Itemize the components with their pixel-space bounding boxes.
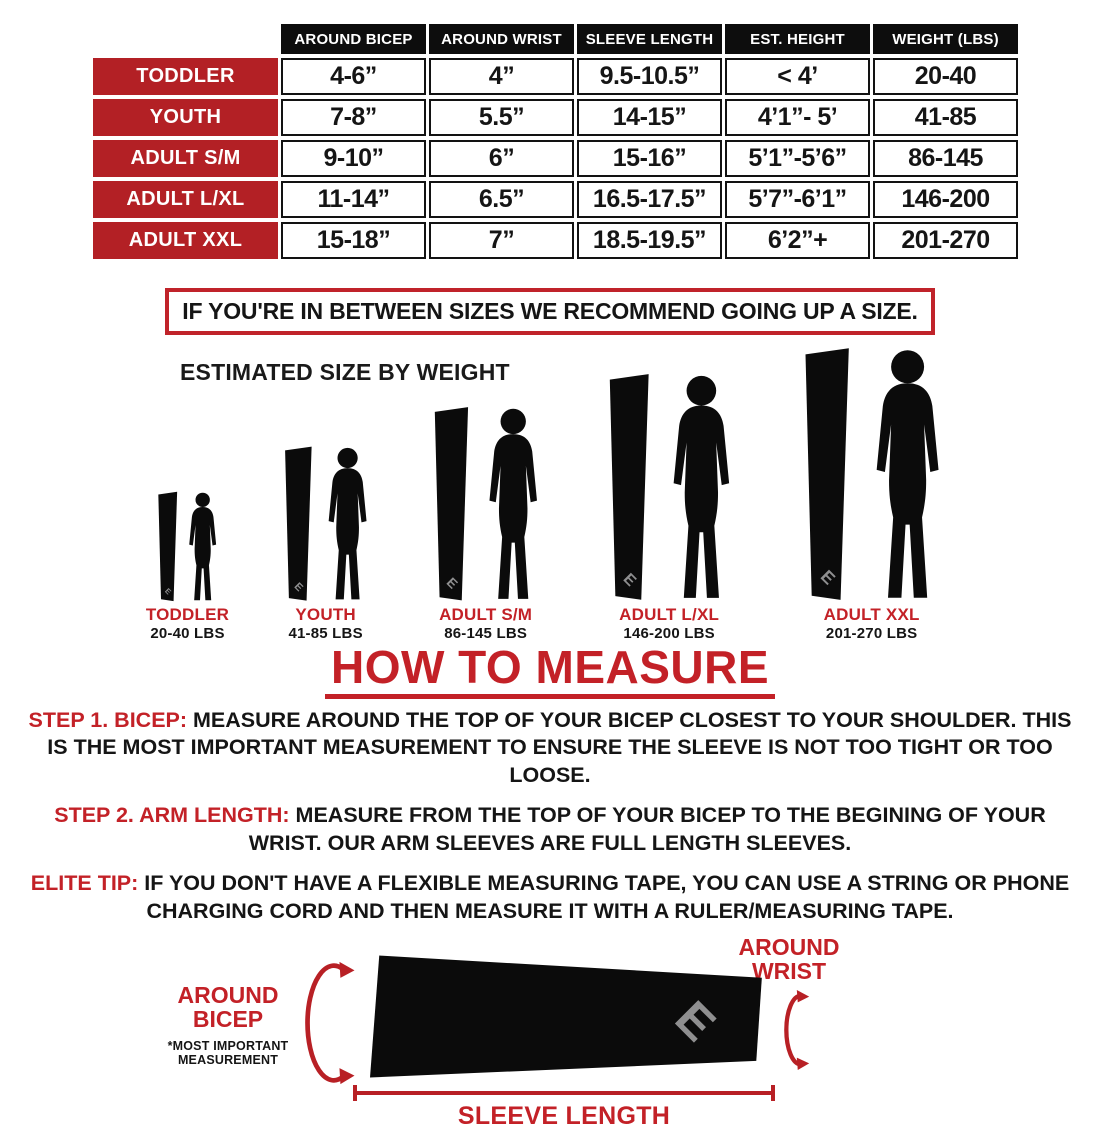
figure-weight-label: 20-40 LBS [150,625,225,642]
table-cell: 9.5-10.5” [577,58,722,95]
sleeve-length-dimension-line [352,1084,776,1102]
toddler-silhouette [151,490,223,602]
figure-weight-label: 86-145 LBS [444,625,528,642]
figure-size-label: TODDLER [145,605,230,624]
how-to-measure-heading [0,642,1100,699]
step-2-arm-length [26,802,1074,857]
row-label-adult-lxl: ADULT L/XL [93,181,278,218]
adult-lxl-silhouette [595,370,743,602]
table-row [93,181,1018,218]
table-cell: 6” [429,140,574,177]
col-header-around-wrist: AROUND WRIST [429,24,574,54]
table-cell: 6.5” [429,181,574,218]
table-cell: 146-200 [873,181,1018,218]
figure-weight-label: 146-200 LBS [623,625,715,642]
table-row [93,140,1018,177]
table-cell: 16.5-17.5” [577,181,722,218]
figure-size-label: ADULT S/M [439,605,533,624]
table-cell: 15-18” [281,222,426,259]
figure-size-label: ADULT L/XL [619,605,720,624]
row-label-toddler: TODDLER [93,58,278,95]
table-cell: 4’1”- 5’ [725,99,870,136]
table-row [93,222,1018,259]
figure-adult-sm [422,404,549,642]
brand-logo-e-icon: E [664,991,725,1052]
table-cell: 4-6” [281,58,426,95]
sleeve-length-label: SLEEVE LENGTH [457,1102,671,1131]
step-2-text: MEASURE FROM THE TOP OF YOUR BICEP TO THE BEGINING OF YOUR WRIST. OUR ARM SLEEVES ARE FULL LENGTH SLEEVES. [248,803,1046,855]
youth-silhouette [275,444,376,602]
figure-size-label: YOUTH [295,605,356,624]
elite-tip-label: ELITE TIP: [30,871,139,896]
table-cell: 20-40 [873,58,1018,95]
wrist-measure-arrow-icon [770,990,816,1070]
figure-youth [275,444,376,642]
step-2-label: STEP 2. ARM LENGTH: [54,803,290,828]
table-cell: 4” [429,58,574,95]
figure-weight-label: 201-270 LBS [825,625,918,642]
row-label-youth: YOUTH [93,99,278,136]
col-header-around-bicep: AROUND BICEP [281,24,426,54]
measure-steps [26,707,1074,926]
arm-sleeve-illustration [350,950,780,1084]
table-cell: 5’1”-5’6” [725,140,870,177]
table-cell: 5.5” [429,99,574,136]
step-1-text: MEASURE AROUND THE TOP OF YOUR BICEP CLOSEST TO YOUR SHOULDER. THIS IS THE MOST IMPORTANT MEASUREMENT TO ENSURE THE SLEEVE IS NOT TOO TIGHT OR TOO LOOSE. [47,707,1072,787]
figure-weight-label: 41-85 LBS [288,625,363,642]
bicep-measure-arrow-icon [298,960,364,1086]
how-to-measure-title: HOW TO MEASURE [325,642,775,699]
step-1-label: STEP 1. BICEP: [28,707,188,732]
table-cell: 14-15” [577,99,722,136]
table-cell: 201-270 [873,222,1018,259]
most-important-note: *MOST IMPORTANT MEASUREMENT [167,1039,289,1068]
table-cell: 9-10” [281,140,426,177]
col-header-sleeve-length: SLEEVE LENGTH [577,24,722,54]
around-bicep-label [152,984,304,1068]
row-label-adult-xxl: ADULT XXL [93,222,278,259]
table-cell: 6’2”+ [725,222,870,259]
around-bicep-text: AROUND BICEP [177,982,279,1033]
table-cell: 41-85 [873,99,1018,136]
col-header-est-height: EST. HEIGHT [725,24,870,54]
row-label-adult-sm: ADULT S/M [93,140,278,177]
measure-diagram [0,934,1100,1134]
figure-toddler [146,490,229,642]
between-sizes-note: IF YOU'RE IN BETWEEN SIZES WE RECOMMEND GOING UP A SIZE. [165,288,934,335]
elite-tip-text: IF YOU DON'T HAVE A FLEXIBLE MEASURING TAPE, YOU CAN USE A STRING OR PHONE CHARGING CORD AND THEN MEASURE IT WITH A RULER/MEASURING TAPE. [138,871,1070,923]
col-header-weight: WEIGHT (LBS) [873,24,1018,54]
table-cell: 11-14” [281,181,426,218]
adult-sm-silhouette [422,404,549,602]
table-cell: 86-145 [873,140,1018,177]
table-row [93,99,1018,136]
elite-tip [26,870,1074,925]
table-cell: < 4’ [725,58,870,95]
size-table [90,20,1021,263]
table-cell: 7-8” [281,99,426,136]
size-by-weight-figures [0,344,1100,642]
table-cell: 15-16” [577,140,722,177]
figure-adult-xxl [789,344,954,642]
estimated-size-heading: ESTIMATED SIZE BY WEIGHT [180,359,510,385]
table-cell: 5’7”-6’1” [725,181,870,218]
table-cell: 7” [429,222,574,259]
table-row [93,58,1018,95]
step-1-bicep [26,707,1074,790]
adult-xxl-silhouette [789,344,954,602]
table-corner-blank [93,24,278,54]
figure-size-label: ADULT XXL [823,605,920,624]
figure-adult-lxl [595,370,743,642]
size-guide-page [0,20,1100,1131]
around-wrist-label: AROUND WRIST [738,934,840,985]
table-cell: 18.5-19.5” [577,222,722,259]
